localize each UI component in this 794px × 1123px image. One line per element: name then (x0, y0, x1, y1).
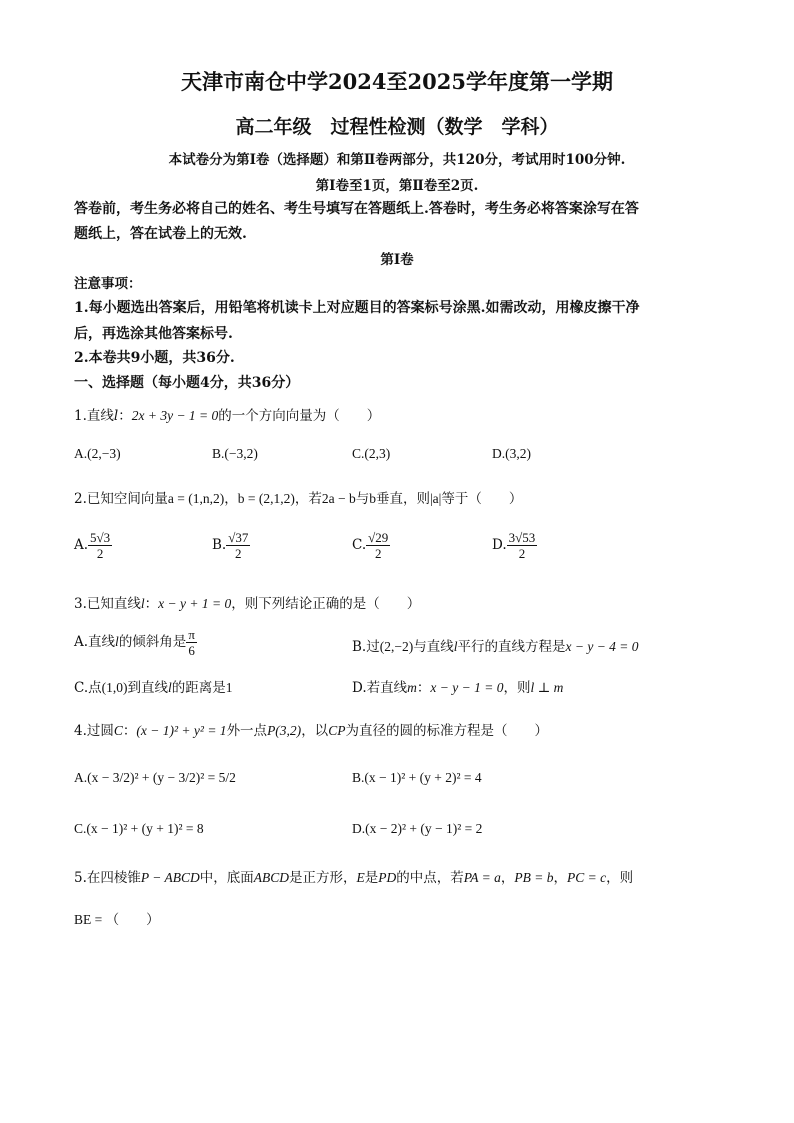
intro-line-1: 本试卷分为第Ⅰ卷（选择题）和第Ⅱ卷两部分，共120分，考试用时100分钟. (168, 152, 626, 168)
q1-option-a: A.(2,−3) (74, 446, 121, 461)
q4-option-a: A.(x − 3/2)² + (y − 3/2)² = 5/2 (74, 770, 236, 785)
q1-option-b: B.(−3,2) (212, 446, 258, 461)
q4-option-c: C.(x − 1)² + (y + 1)² = 8 (74, 821, 204, 836)
question-1-stem: 1.直线l：2x + 3y − 1 = 0的一个方向向量为（ ） (74, 408, 381, 424)
notes-heading: 注意事项： (74, 276, 142, 292)
intro-line-3: 答卷前，考生务必将自己的姓名、考生号填写在答题纸上.答卷时，考生务必将答案涂写在答 (74, 201, 639, 217)
q3-option-a: A.直线l的倾斜角是 $\frac{\pi}{6}$ (74, 627, 195, 658)
q4-option-b: B.(x − 1)² + (y + 2)² = 4 (352, 770, 482, 785)
note-1a: 1.每小题选出答案后，用铅笔将机读卡上对应题目的答案标号涂黑.如需改动，用橡皮擦干净 (74, 300, 640, 316)
note-1b: 后，再选涂其他答案标号. (74, 326, 233, 342)
intro-line-4: 题纸上，答在试卷上的无效. (74, 226, 247, 242)
q1-option-c: C.(2,3) (352, 446, 391, 461)
q5-be-expression: BE = （ ） (74, 912, 160, 927)
intro-line-2: 第Ⅰ卷至1页，第Ⅱ卷至2页. (315, 178, 479, 194)
question-4-stem: 4.过圆C：(x − 1)² + y² = 1外一点P(3,2)，以CP为直径的圆的标准方程是（ ） (74, 723, 548, 739)
q4-option-d: D.(x − 2)² + (y − 1)² = 2 (352, 821, 483, 836)
q2-option-b: B. $\frac{√37}{2}$ (212, 530, 249, 561)
q2-option-d: D. $\frac{3√53}{2}$ (492, 530, 536, 561)
question-5-stem: 5.在四棱锥P − ABCD中，底面ABCD是正方形，E是PD的中点，若PA = a，PB = b，PC = c，则 (74, 870, 634, 886)
q2-option-a: A. $\frac{5√3}{2}$ (74, 530, 111, 561)
q3-option-d: D.若直线m：x − y − 1 = 0，则l ⊥ m (352, 680, 564, 696)
section-heading: 一、选择题（每小题4分，共36分） (74, 375, 300, 391)
q3-option-c: C.点(1,0)到直线l的距离是1 (74, 680, 233, 696)
q1-option-d: D.(3,2) (492, 446, 531, 461)
part-1-heading: 第Ⅰ卷 (380, 252, 414, 268)
note-2: 2.本卷共9小题，共36分. (74, 350, 235, 366)
q2-option-c: C. $\frac{√29}{2}$ (352, 530, 389, 561)
q3-option-b: B.过(2,−2)与直线l平行的直线方程是x − y − 4 = 0 (352, 639, 639, 655)
exam-subtitle: 高二年级 过程性检测（数学 学科） (235, 116, 559, 138)
question-2-stem: 2.已知空间向量a = (1,n,2)，b = (2,1,2)，若2a − b与b垂直，则|a|等于（ ） (74, 491, 523, 507)
exam-title: 天津市南仓中学2024至2025学年度第一学期 (181, 69, 613, 94)
question-3-stem: 3.已知直线l：x − y + 1 = 0，则下列结论正确的是（ ） (74, 596, 421, 612)
